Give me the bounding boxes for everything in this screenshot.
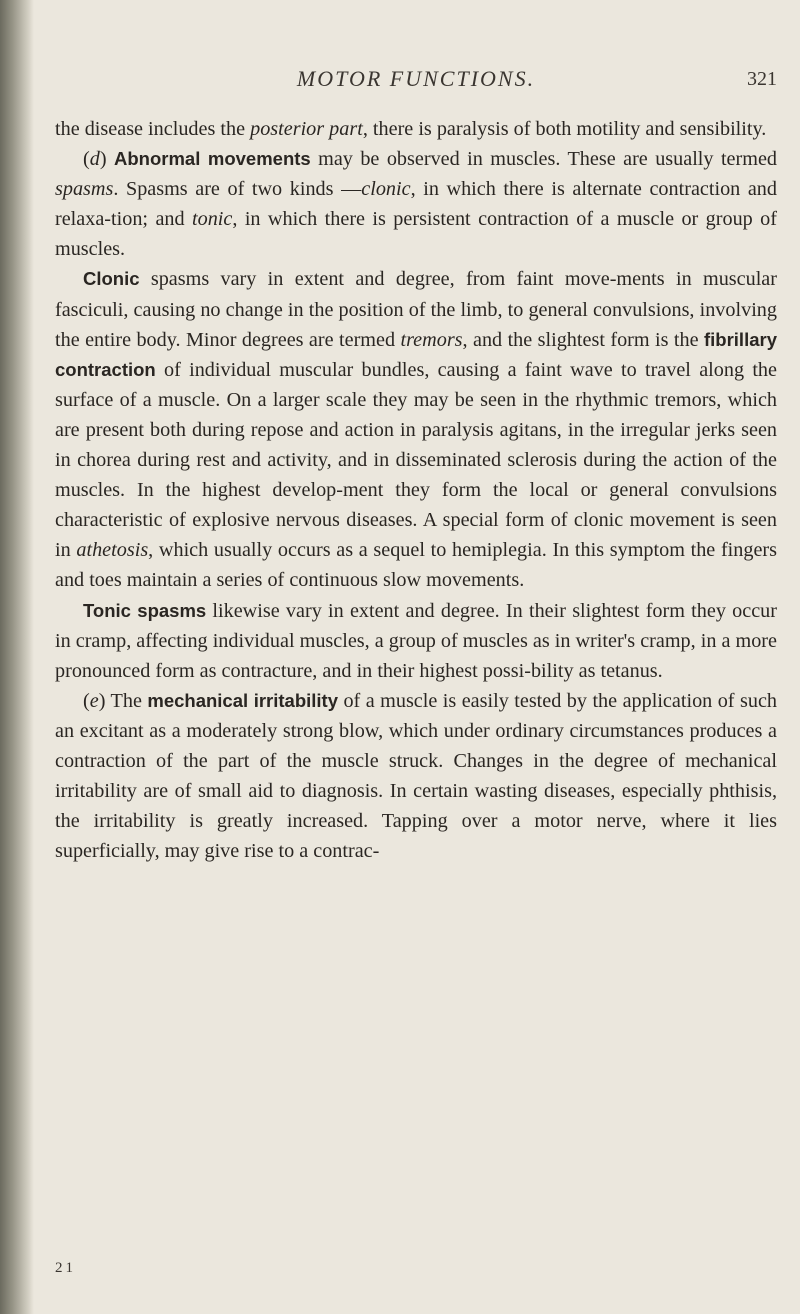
text-run: , which usually occurs as a sequel to hemiplegia. In this symptom the fingers and toes maintain a series of continuous slow movements. [55,539,778,592]
text-run: spasms vary in extent and degree, from faint move-ments in muscular fasciculi, causing no change in the position of the limb, to general convulsions, involving the entire body. Minor degrees are termed [55,268,777,351]
paragraph [55,264,777,595]
text-run: the disease includes the [55,118,251,140]
page-number: 321 [747,68,777,90]
italic-text: posterior part [250,118,363,140]
bold-term: fibrillary contraction [55,328,777,380]
italic-text: athetosis [76,539,149,562]
text-run: ) The [98,689,148,712]
text-run: may be observed in muscles. These are usually termed [310,148,777,171]
bold-term: Tonic spasms [83,599,207,621]
italic-text: tonic [192,208,233,231]
book-page [55,0,777,1314]
text-run: , in which there is persistent contraction of a muscle or group of muscles. [55,208,777,261]
italic-text: tremors [400,328,463,351]
running-title: MOTOR FUNCTIONS. [296,66,536,91]
page-header [55,66,777,96]
body-text [55,114,777,866]
text-run: ( [83,148,90,171]
text-run: , and the slightest form is the [462,328,704,351]
paragraph [55,144,777,264]
binding-gutter [0,0,34,1314]
text-run: likewise vary in extent and degree. In their slightest form they occur in cramp, affecting individual muscles, a group of muscles as in writer's cramp, in a more pronounced form as contracture, and in their highest possi-bility as tetanus. [55,599,777,682]
italic-text: d [89,148,100,171]
italic-text: clonic [361,178,411,201]
text-run: of a muscle is easily tested by the application of such an excitant as a moderately strong blow, which under ordinary circumstances produces a contraction of the part of the muscle struck. Changes in the degree of mechanical irritability are of small aid to diagnosis. In certain wasting diseases, especially phthisis, the irritability is greatly increased. Tapping over a motor nerve, where it lies superficially, may give rise to a contrac- [55,689,777,863]
bold-term: mechanical irritability [147,689,338,711]
italic-text: spasms [55,178,114,201]
bold-term: Clonic [83,268,140,290]
text-run: ) [99,148,114,171]
bold-term: Abnormal movements [114,148,311,170]
text-run: ( [83,689,90,712]
text-run: , there is paralysis of both motility and sensibility. [362,118,767,140]
paragraph [55,686,777,867]
text-run: , in which there is alternate contraction and relaxa-tion; and [55,178,777,231]
italic-text: e [89,689,99,712]
text-run: . Spasms are of two kinds — [113,178,362,201]
signature-mark: 21 [55,1260,76,1276]
text-run: of individual muscular bundles, causing a faint wave to travel along the surface of a muscle. On a larger scale they may be seen in the rhythmic tremors, which are present both during repose and action in paralysis agitans, in the irregular jerks seen in chorea during rest and activity, and in disseminated sclerosis during the action of the muscles. In the highest develop-ment they form the local or general convulsions characteristic of explosive nervous diseases. A special form of clonic movement is seen in [55,358,777,562]
paragraph [55,114,777,144]
paragraph [55,596,777,686]
